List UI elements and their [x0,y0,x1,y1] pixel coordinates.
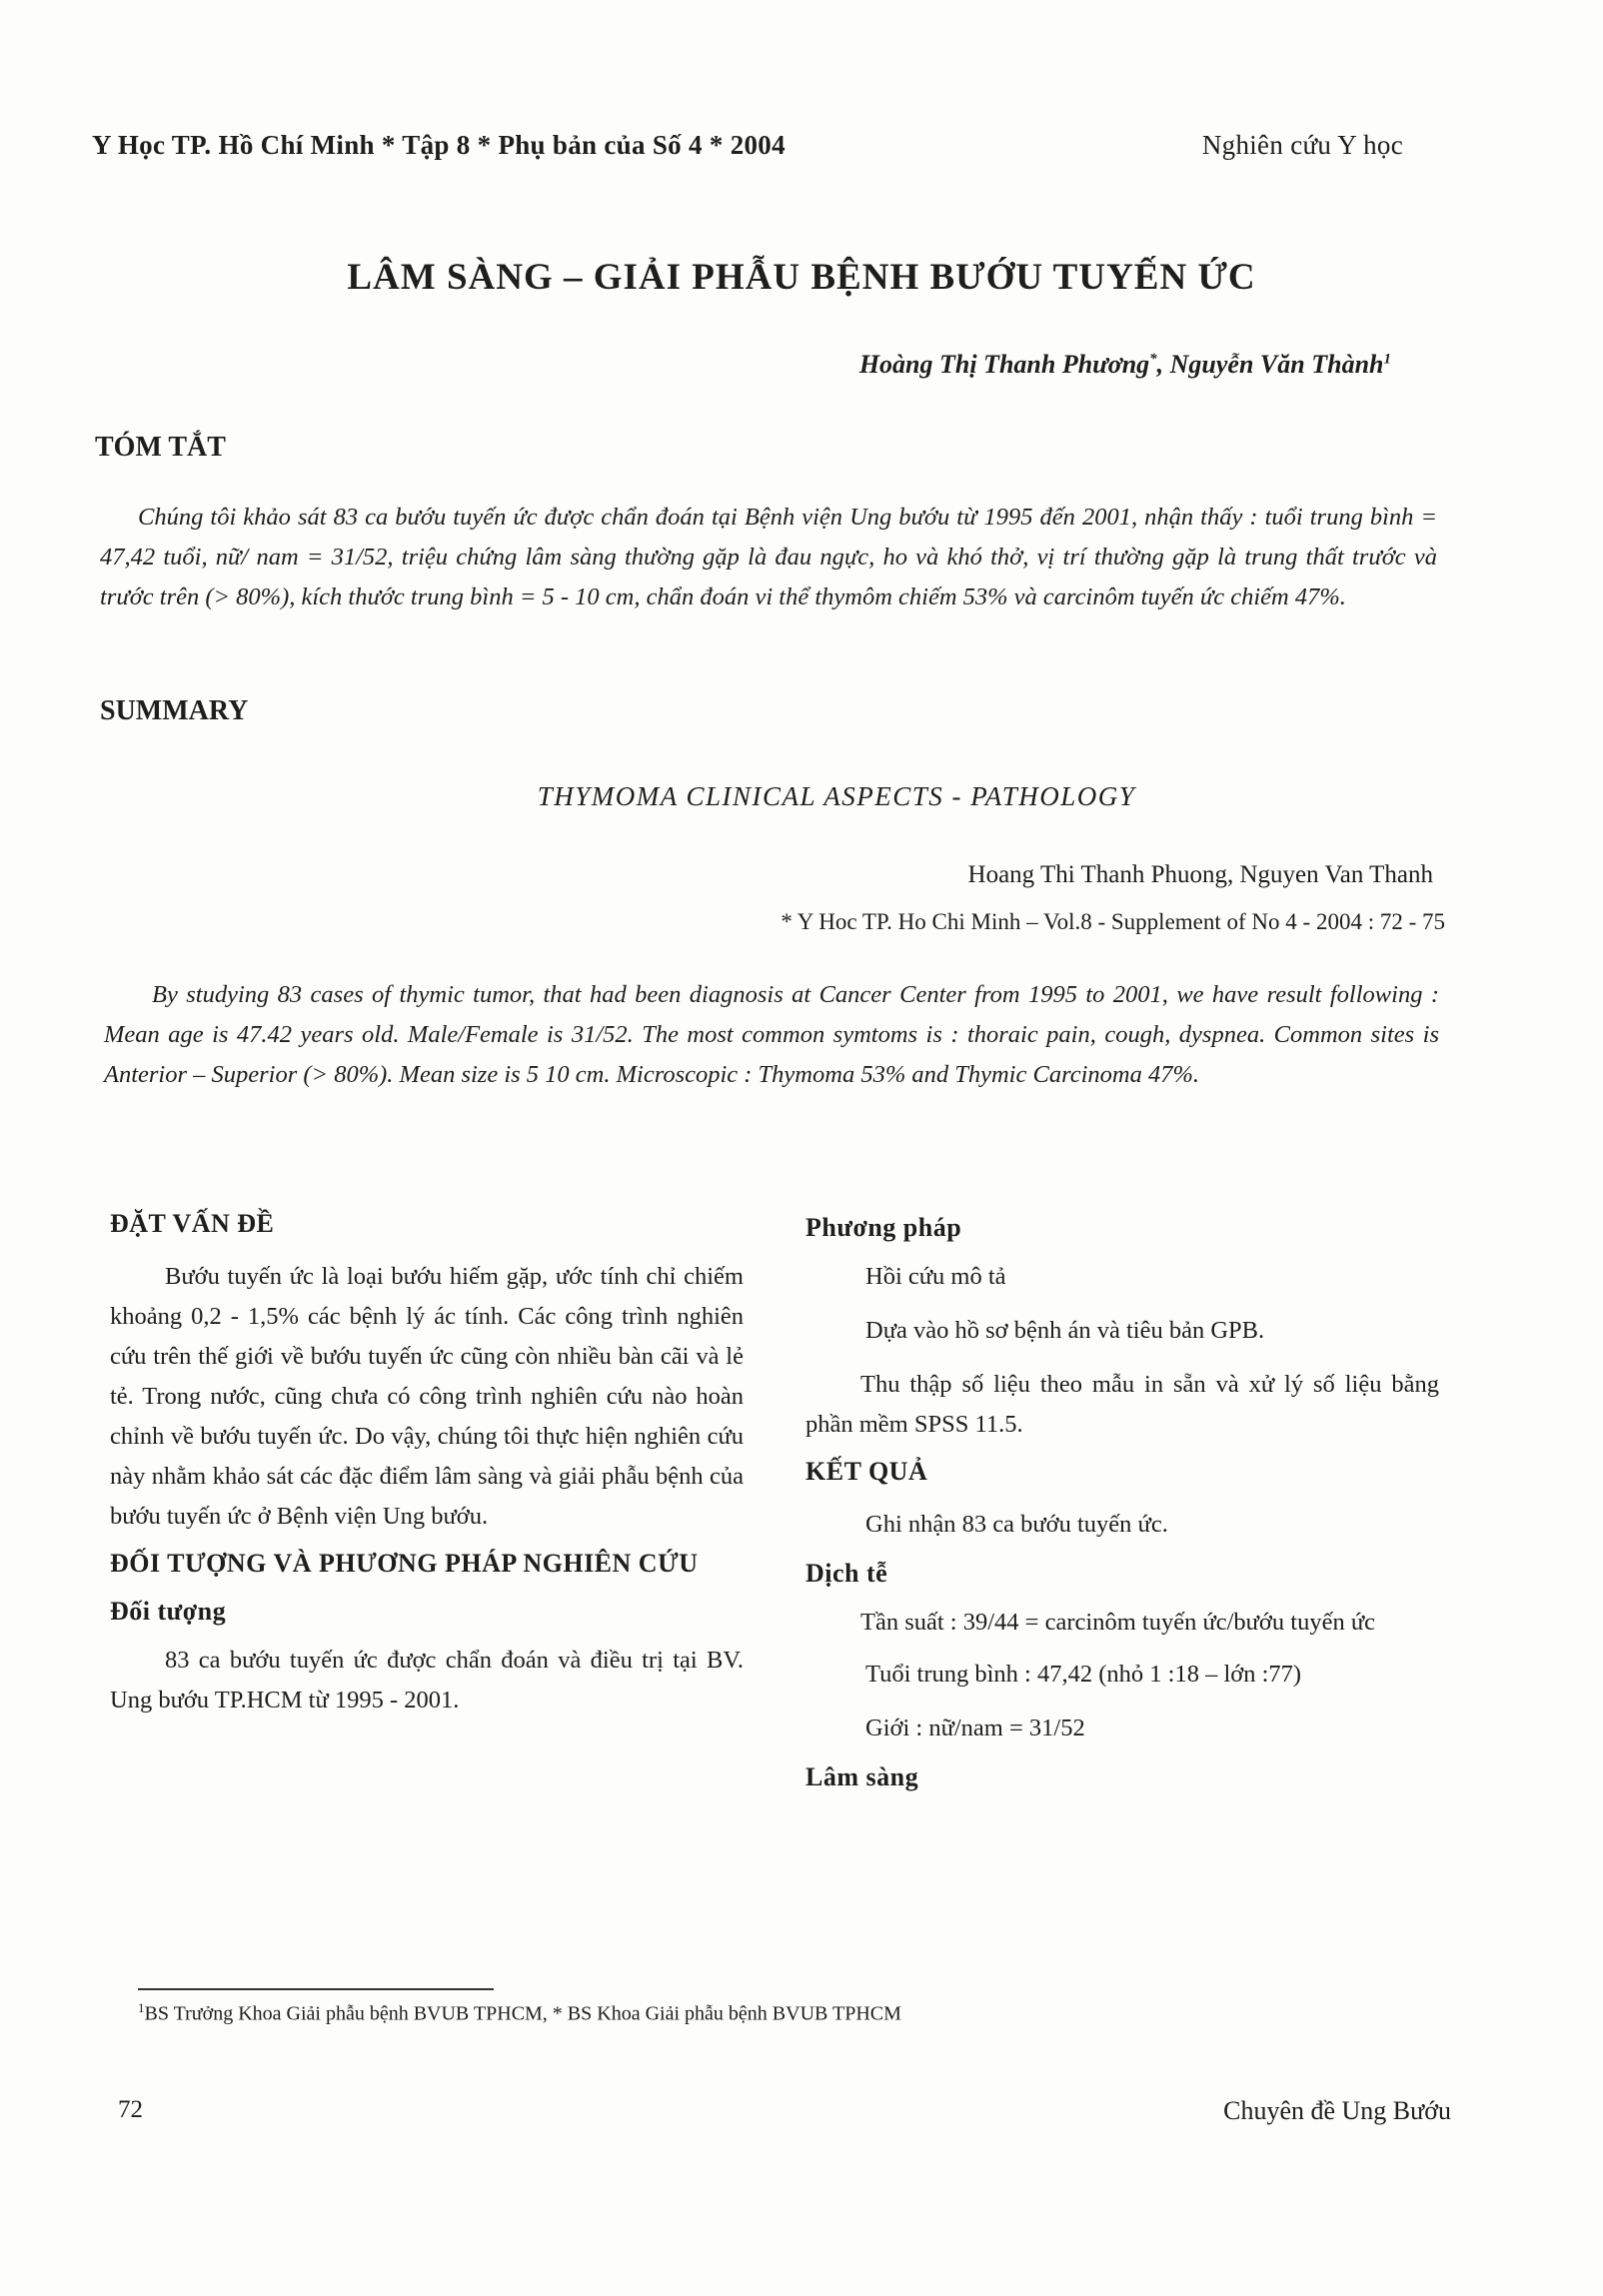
method-heading: Phương pháp [805,1213,962,1242]
authors: Hoàng Thị Thanh Phương*, Nguyễn Văn Thành$^1$ [858,350,1391,379]
section-header: Nghiên cứu Y học [1201,130,1403,160]
author-2-mark: 1 [1383,351,1391,368]
method-line: Dựa vào hồ sơ bệnh án và tiêu bản GPB. [865,1317,1265,1344]
page-number: 72 [118,2096,143,2123]
footnote-text: BS Trưởng Khoa Giải phẫu bệnh BVUB TPHCM, * BS Khoa Giải phẫu bệnh BVUB TPHCM [144,2002,901,2025]
summary-heading: SUMMARY [100,695,249,726]
epidemiology-line: Giới : nữ/nam = 31/52 [865,1715,1085,1741]
clinical-heading: Lâm sàng [805,1762,919,1791]
author-1-mark: * [1149,351,1157,368]
author-1: Hoàng Thị Thanh Phương [858,350,1150,379]
author-2: Nguyễn Văn Thành [1169,350,1384,379]
footnote [138,2000,901,2026]
results-heading: KẾT QUẢ [805,1457,928,1486]
summary-text: By studying 83 cases of thymic tumor, that had been diagnosis at Cancer Center from 1995 to 2001, we have result following : Mean age is 47.42 years old. Male/Female is 31/52. The most common symtoms is : thoraic pain, cough, dyspnea. Common sites is Anterior – Superior (> 80%). Mean size is 5 10 cm. Microscopic : Thymoma 53% and Thymic Carcinoma 47%. [104,981,1439,1088]
right-column [805,1199,1439,1806]
footnote-rule [138,1988,494,1990]
summary-citation: * Y Hoc TP. Ho Chi Minh – Vol.8 - Supplement of No 4 - 2004 : 72 - 75 [781,909,1445,934]
journal-header: Y Học TP. Hồ Chí Minh * Tập 8 * Phụ bản của Số 4 * 2004 [92,130,786,160]
method-line: Hồi cứu mô tả [865,1263,1006,1290]
left-column [110,1199,744,1732]
methods-heading: ĐỐI TƯỢNG VÀ PHƯƠNG PHÁP NGHIÊN CỨU [110,1549,699,1578]
epidemiology-heading: Dịch tễ [805,1559,888,1588]
subjects-text: 83 ca bướu tuyến ức được chẩn đoán và điều trị tại BV. Ung bướu TP.HCM từ 1995 - 2001. [110,1647,744,1714]
summary-authors: Hoang Thi Thanh Phuong, Nguyen Van Thanh [967,861,1433,888]
footnote-mark: 1 [138,2000,145,2015]
method-line: Thu thập số liệu theo mẫu in sẵn và xử lý số liệu bằng phần mềm SPSS 11.5. [805,1371,1439,1438]
article-title: LÂM SÀNG – GIẢI PHẪU BỆNH BƯỚU TUYẾN ỨC [347,257,1256,298]
abstract-vi-text: Chúng tôi khảo sát 83 ca bướu tuyến ức được chẩn đoán tại Bệnh viện Ung bướu từ 1995 đến 2001, nhận thấy : tuổi trung bình = 47,42 tuổi, nữ/ nam = 31/52, triệu chứng lâm sàng thường gặp là đau ngực, ho và khó thở, vị trí thường gặp là trung thất trước và trước trên (> 80%), kích thước trung bình = 5 - 10 cm, chẩn đoán vi thể thymôm chiếm 53% và carcinôm tuyến ức chiếm 47%. [100,504,1437,610]
intro-text: Bướu tuyến ức là loại bướu hiếm gặp, ước tính chỉ chiếm khoảng 0,2 - 1,5% các bệnh lý ác tính. Các công trình nghiên cứu trên thế giới về bướu tuyến ức cũng còn nhiều bàn cãi và lẻ tẻ. Trong nước, cũng chưa có công trình nghiên cứu nào hoàn chỉnh về bướu tuyến ức. Do vậy, chúng tôi thực hiện nghiên cứu này nhằm khảo sát các đặc điểm lâm sàng và giải phẫu bệnh của bướu tuyến ức ở Bệnh viện Ung bướu. [110,1263,744,1530]
results-text: Ghi nhận 83 ca bướu tuyến ức. [865,1511,1168,1538]
epidemiology-line: Tần suất : 39/44 = carcinôm tuyến ức/bướu tuyến ức [860,1609,1375,1636]
footer-title: Chuyên đề Ung Bướu [1223,2096,1451,2125]
intro-heading: ĐẶT VẤN ĐỀ [110,1209,275,1238]
abstract-vi-heading: TÓM TẮT [95,432,226,463]
subjects-heading: Đối tượng [110,1597,227,1626]
summary-title: THYMOMA CLINICAL ASPECTS - PATHOLOGY [537,781,1136,811]
epidemiology-line: Tuổi trung bình : 47,42 (nhỏ 1 :18 – lớn :77) [865,1661,1302,1688]
